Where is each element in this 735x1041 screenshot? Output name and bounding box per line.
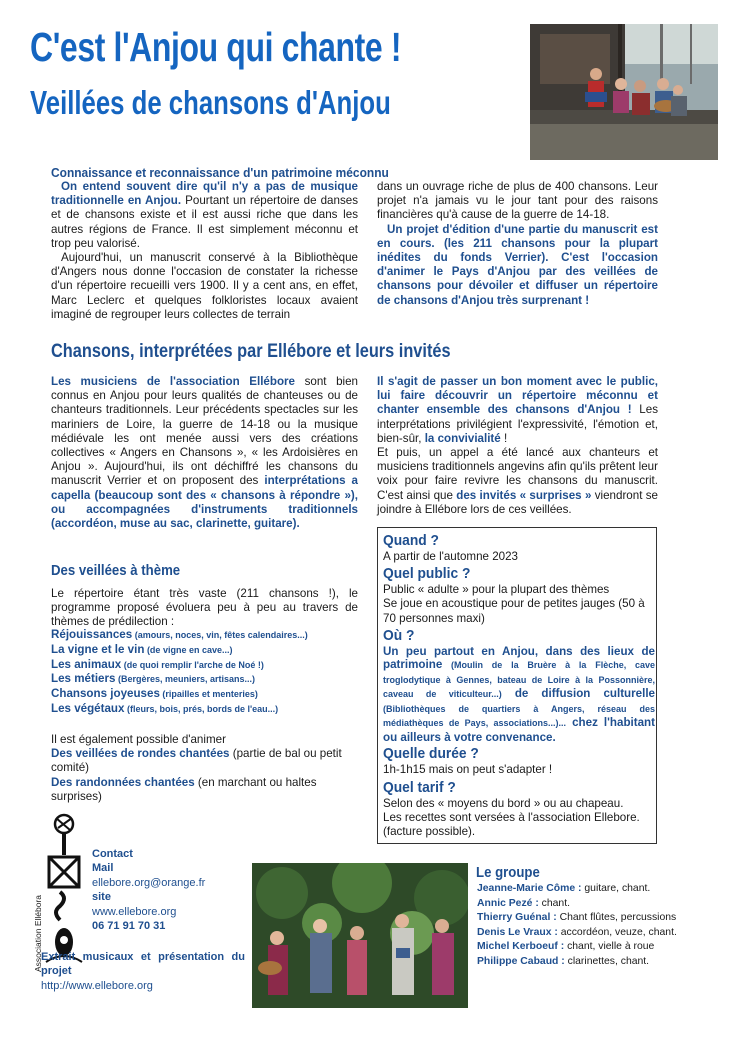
exclamation-text: ! (500, 431, 508, 445)
theme-detail: (de quoi remplir l'arche de Noé !) (121, 659, 264, 670)
extracts-label: Extrait musicaux et présentation du projet (41, 951, 245, 978)
mail-label: Mail (92, 862, 114, 875)
themes-list (51, 628, 361, 717)
list-item (477, 955, 717, 970)
guests-bold-text: des invités « surprises » (456, 488, 592, 502)
member-name: Denis Le Vraux : (477, 926, 558, 938)
logo-text: Association Ellébora (33, 894, 43, 972)
list-item (51, 643, 361, 658)
question-duree: Quelle durée ? (383, 745, 479, 763)
list-item (51, 672, 361, 687)
places-detail: (Moulin de la Bruère à la Flèche, cave troglodytique à Gennes, bateau de Loire à la Possonnière, caveau de viticulteur...) (383, 660, 655, 700)
public-bold-text: Il s'agit de passer un bon moment avec le public, lui faire découvrir un répertoire méconnu et chanter ensemble des chansons d'Anjou ! (377, 375, 658, 417)
list-item (477, 897, 717, 912)
conviviality-bold-text: la convivialité (424, 431, 501, 445)
member-role: Chant flûtes, percussions (556, 912, 677, 924)
list-item (477, 940, 717, 955)
list-item (477, 926, 717, 941)
section2-right-column (377, 375, 658, 517)
member-role: chant, vielle à roue (564, 941, 655, 953)
theme-detail: (de vigne en cave...) (144, 644, 233, 655)
list-item (51, 628, 361, 643)
theme-name: Les métiers (51, 672, 116, 686)
musicians-bold-text: Les musiciens de l'association Ellébore (51, 375, 296, 388)
expressivity-text: Les interprétations privilégient l'expressivité, l'émotion et, bien-sûr, (377, 403, 659, 445)
page-title: C'est l'Anjou qui chante ! (30, 24, 402, 70)
edition-project-paragraph: Un projet d'édition d'une partie du manuscrit est en cours. (les 211 chansons pour la plupart inédites du fonds Verrier). C'est l'occasion d'animer le Pays d'Anjou par des veillées de chansons pour dévoiler et diffuser un répertoire de chansons d'Anjou très surprenant ! (377, 222, 658, 307)
theme-detail: (Bergères, meuniers, artisans...) (115, 674, 256, 685)
section1-left-column (51, 180, 358, 322)
member-name: Thierry Guénal : (477, 912, 557, 924)
contact-block (92, 847, 252, 933)
boat-musicians-photo (530, 24, 718, 160)
section1-right-column (377, 180, 658, 308)
member-role: chant. (538, 897, 570, 909)
also-text: Il est également possible d'animer (51, 733, 226, 746)
mail-link[interactable]: ellebore.org@orange.fr (92, 876, 206, 889)
extra-activities (51, 733, 351, 804)
section2-left-column (51, 375, 358, 531)
question-quand: Quand ? (383, 532, 439, 549)
call-text: Et puis, un appel a été lancé aux chanteurs et musiciens traditionnels angevins afin qu'ils prêtent leur voix pour faire revivre les chansons du manuscrit. C'est ainsi que (377, 446, 658, 502)
list-item (51, 687, 361, 702)
contact-heading: Contact (92, 848, 133, 860)
theme-detail: (ripailles et menteries) (159, 689, 258, 700)
logo-vertical-text-box (33, 812, 45, 972)
theme-name: Chansons joyeuses (51, 687, 160, 701)
theme-name: Les animaux (51, 657, 122, 671)
answer-public-1: Public « adulte » pour la plupart des thèmes (383, 583, 610, 597)
project-history-paragraph: dans un ouvrage riche de plus de 400 chansons. Leur projet n'a jamais vu le jour tant pour des raisons financières qu'à cause de la guerre de 14-18. (377, 180, 658, 222)
home-bold-text: chez l'habitant ou ailleurs à votre convenance. (383, 716, 655, 744)
theme-name: Réjouissances (51, 628, 133, 641)
section-heading-patrimoine: Connaissance et reconnaissance d'un patrimoine méconnu (51, 165, 389, 180)
association-logo (32, 812, 90, 972)
member-role: clarinettes, chant. (564, 955, 650, 967)
rondes-bold-text: Des veillées de rondes chantées (51, 747, 230, 761)
page-subtitle: Veillées de chansons d'Anjou (30, 84, 391, 121)
extracts-link[interactable]: http://www.ellebore.org (41, 980, 153, 992)
site-link[interactable]: www.ellebore.org (92, 905, 177, 918)
member-name: Philippe Cabaud : (477, 955, 565, 967)
group-photo (252, 863, 468, 1008)
list-item (477, 911, 717, 926)
themes-intro: Le répertoire étant très vaste (211 chansons !), le programme proposé évoluera peu à peu au travers de thèmes de prédilection : (51, 587, 358, 629)
interpretations-bold-text: interprétations a capella (beaucoup sont des « chansons à répondre »), ou accompagnées d'instruments traditionnels (accordéon, muse au sac, clarinette, guitare). (51, 474, 358, 531)
theme-detail: (fleurs, bois, prés, bords de l'eau...) (124, 703, 279, 714)
list-item (477, 882, 717, 897)
section-heading-veillees: Des veillées à thème (51, 562, 181, 579)
intro-bold-text: On entend souvent dire qu'il n'y a pas de musique traditionnelle en Anjou. (51, 180, 358, 208)
randonnees-bold-text: Des randonnées chantées (51, 775, 195, 789)
theme-name: La vigne et le vin (51, 642, 145, 656)
section-heading-chansons: Chansons, interprétées par Ellébore et leurs invités (51, 341, 451, 362)
answer-duree: 1h-1h15 mais on peut s'adapter ! (383, 763, 553, 777)
list-item (51, 702, 361, 717)
question-public: Quel public ? (383, 565, 471, 583)
guests-text: viendront se joindre à Ellébore lors de ces veillées. (377, 488, 658, 516)
member-name: Michel Kerboeuf : (477, 941, 565, 953)
answer-public-2: Se joue en acoustique pour de petites jauges (50 à 70 personnes maxi) (383, 597, 645, 625)
theme-detail: (amours, noces, vin, fêtes calendaires...) (132, 630, 308, 640)
diffusion-bold-text: de diffusion culturelle (501, 687, 655, 701)
diffusion-detail: (Bibliothèques de quartiers à Angers, réseau des médiathèques de Pays, associations...)... (383, 703, 655, 729)
member-role: guitare, chant. (581, 883, 651, 894)
places-bold-text: Un peu partout en Anjou, dans des lieux de patrimoine (383, 644, 655, 672)
musicians-text: sont bien connus en Anjou pour leurs qualités de chanteuses ou de chanteurs traditionnels. Leur précédents spectacles sur les mariniers de Loire, la guerre de 14-18 ou la musique médiévale les ont menée aussi vers des créations collectives « Angers en Chansons », « les Ardoisières en Anjou ». Aujourd'hui, ils ont déchiffré les chansons du manuscrit Verrier et on proposent des (51, 375, 358, 488)
phone-number: 06 71 91 70 31 (92, 920, 166, 933)
rondes-text: (partie de bal ou petit comité) (51, 747, 342, 775)
answer-quand: A partir de l'automne 2023 (383, 550, 518, 563)
intro-text: Pourtant un répertoire de danses et de chansons existe et il est aussi riche que dans les autres régions de France. Il est simplement méconnu et trop peu valorisé. (51, 194, 358, 250)
info-box (377, 527, 657, 844)
members-list (477, 882, 717, 970)
randonnees-text: (en marchant ou haltes surprises) (51, 775, 317, 803)
member-role: accordéon, veuze, chant. (557, 926, 677, 938)
group-heading: Le groupe (476, 864, 540, 881)
list-item (51, 658, 361, 673)
answer-ou (383, 645, 655, 745)
theme-name: Les végétaux (51, 701, 125, 715)
site-label: site (92, 891, 111, 904)
question-tarif: Quel tarif ? (383, 778, 456, 796)
member-name: Annic Pezé : (477, 897, 539, 909)
answer-tarif-1: Selon des « moyens du bord » ou au chapeau. (383, 796, 624, 810)
question-ou: Où ? (383, 626, 415, 644)
manuscript-paragraph: Aujourd'hui, un manuscrit conservé à la Bibliothèque d'Angers nous donne l'occasion de constater la richesse d'un répertoire recueilli vers 1900. Il y a cent ans, en effet, Marc Leclerc et quelques folkloristes locaux avaient imaginé de regrouper leurs collectes de terrain (51, 251, 358, 321)
answer-tarif-2: Les recettes sont versées à l'association Ellebore. (facture possible). (383, 810, 640, 838)
member-name: Jeanne-Marie Côme : (477, 883, 582, 894)
